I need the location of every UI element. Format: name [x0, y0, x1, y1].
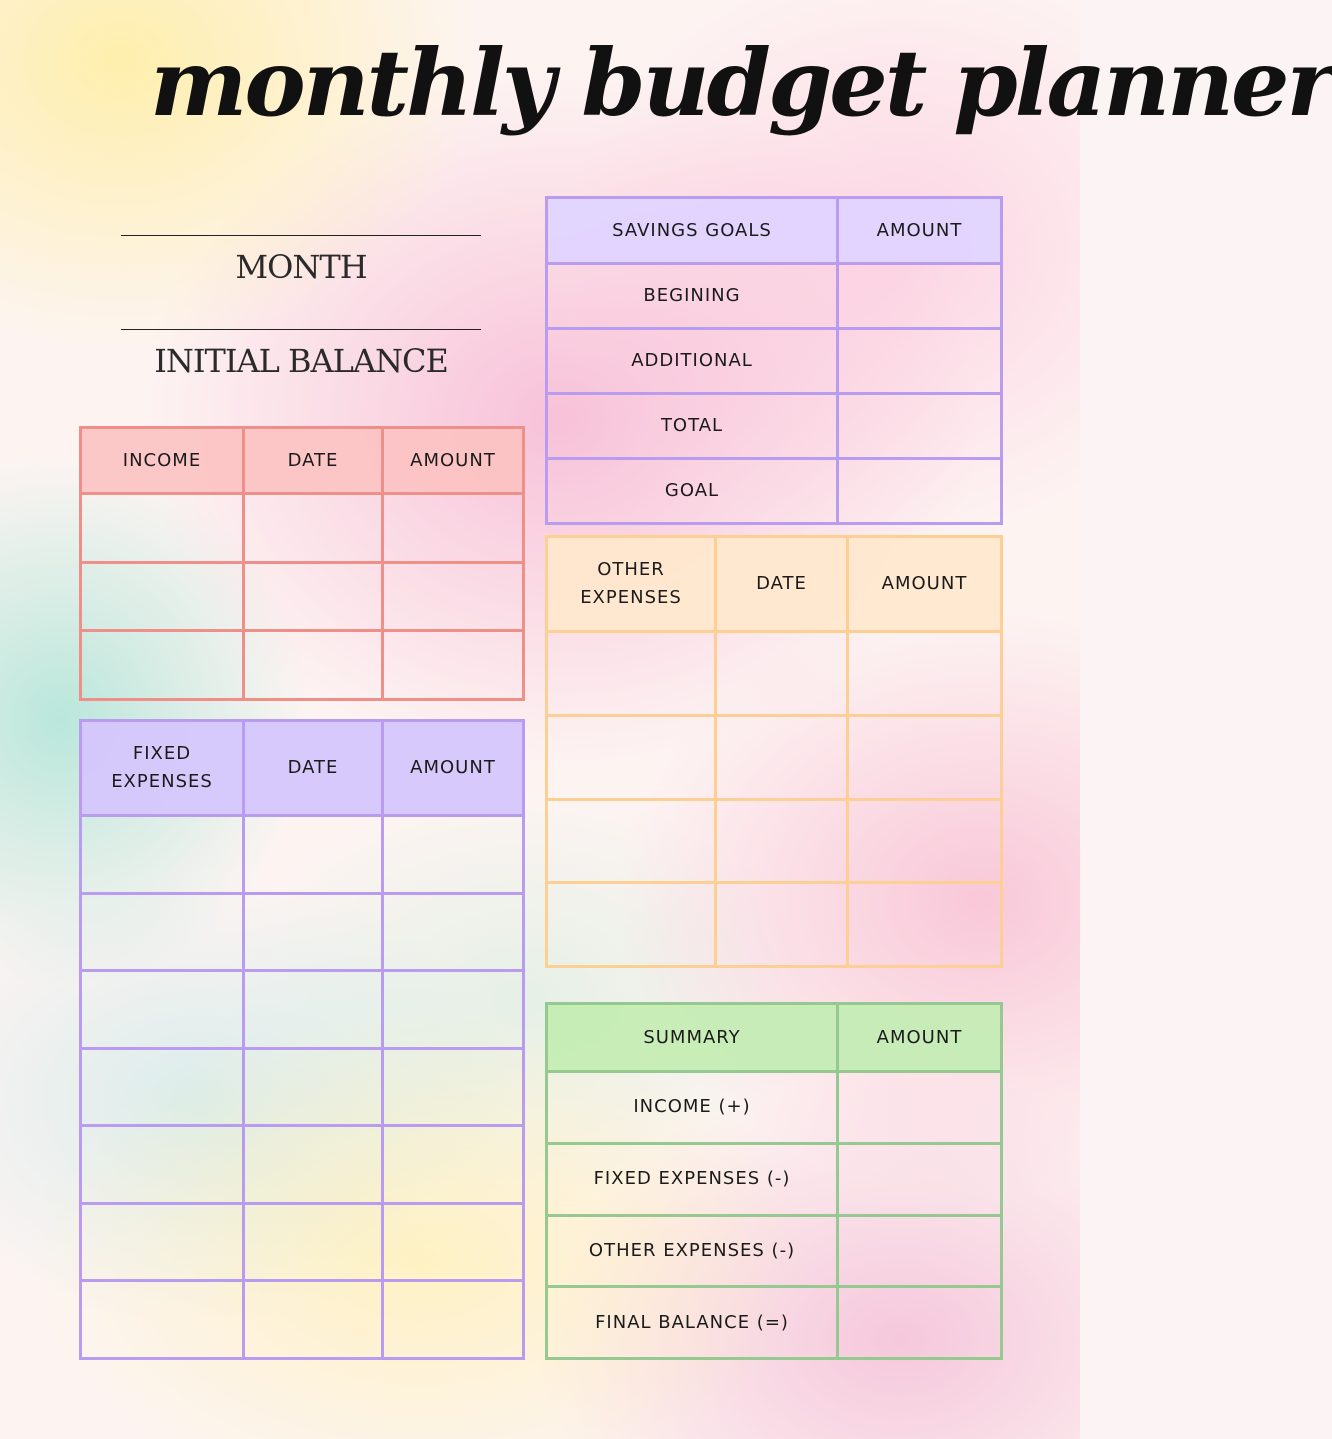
fixed-amount-cell[interactable]	[383, 893, 524, 971]
fixed-expense-cell[interactable]	[81, 971, 244, 1049]
fixed-amount-cell[interactable]	[383, 1048, 524, 1126]
other-expense-row	[547, 799, 1002, 883]
month-label: MONTH	[235, 248, 367, 286]
other-header-label: OTHER EXPENSES	[547, 537, 716, 632]
fixed-amount-cell[interactable]	[383, 816, 524, 894]
savings-row-total	[547, 394, 1002, 459]
income-amount-cell[interactable]	[383, 562, 524, 631]
income-header-row	[81, 428, 524, 494]
savings-row-label: TOTAL	[547, 394, 838, 459]
fixed-expense-cell[interactable]	[81, 816, 244, 894]
summary-amount-cell[interactable]	[838, 1072, 1002, 1144]
savings-amount-cell[interactable]	[838, 394, 1002, 459]
summary-row-other-expenses	[547, 1215, 1002, 1287]
other-amount-cell[interactable]	[848, 632, 1002, 716]
fixed-header-date: DATE	[244, 721, 383, 816]
summary-header-amount: AMOUNT	[838, 1004, 1002, 1072]
summary-header-row	[547, 1004, 1002, 1072]
fixed-expense-row	[81, 971, 524, 1049]
other-amount-cell[interactable]	[848, 883, 1002, 967]
savings-row-additional	[547, 329, 1002, 394]
fixed-date-cell[interactable]	[244, 1126, 383, 1204]
fixed-amount-cell[interactable]	[383, 1203, 524, 1281]
income-cell[interactable]	[81, 562, 244, 631]
summary-row-final-balance	[547, 1287, 1002, 1359]
fixed-expense-row	[81, 1126, 524, 1204]
fixed-date-cell[interactable]	[244, 1281, 383, 1359]
other-amount-cell[interactable]	[848, 799, 1002, 883]
income-date-cell[interactable]	[244, 494, 383, 563]
fixed-expense-cell[interactable]	[81, 1126, 244, 1204]
other-expense-cell[interactable]	[547, 715, 716, 799]
summary-row-label: OTHER EXPENSES (-)	[547, 1215, 838, 1287]
summary-amount-cell[interactable]	[838, 1287, 1002, 1359]
fixed-date-cell[interactable]	[244, 1048, 383, 1126]
fixed-header-amount: AMOUNT	[383, 721, 524, 816]
savings-row-begining	[547, 264, 1002, 329]
savings-amount-cell[interactable]	[838, 264, 1002, 329]
savings-header-row	[547, 198, 1002, 264]
fixed-amount-cell[interactable]	[383, 1281, 524, 1359]
other-expense-row	[547, 715, 1002, 799]
savings-row-goal	[547, 459, 1002, 524]
income-cell[interactable]	[81, 631, 244, 700]
summary-row-fixed-expenses	[547, 1143, 1002, 1215]
income-amount-cell[interactable]	[383, 494, 524, 563]
fixed-date-cell[interactable]	[244, 893, 383, 971]
summary-amount-cell[interactable]	[838, 1143, 1002, 1215]
fixed-expense-row	[81, 1281, 524, 1359]
savings-amount-cell[interactable]	[838, 459, 1002, 524]
fixed-expense-cell[interactable]	[81, 1281, 244, 1359]
income-row	[81, 631, 524, 700]
income-table	[79, 426, 525, 701]
fixed-header-label: FIXED EXPENSES	[81, 721, 244, 816]
page-title: monthly budget planner	[150, 29, 1332, 137]
income-date-cell[interactable]	[244, 562, 383, 631]
other-header-row	[547, 537, 1002, 632]
income-header-amount: AMOUNT	[383, 428, 524, 494]
summary-row-income	[547, 1072, 1002, 1144]
fixed-expenses-table	[79, 719, 525, 1360]
other-expense-row	[547, 883, 1002, 967]
fixed-expense-row	[81, 1203, 524, 1281]
income-row	[81, 562, 524, 631]
fixed-expense-cell[interactable]	[81, 893, 244, 971]
other-expense-row	[547, 632, 1002, 716]
initial-balance-line[interactable]	[121, 329, 481, 330]
other-expense-cell[interactable]	[547, 883, 716, 967]
summary-header-label: SUMMARY	[547, 1004, 838, 1072]
fixed-date-cell[interactable]	[244, 816, 383, 894]
savings-header-label: SAVINGS GOALS	[547, 198, 838, 264]
other-expense-cell[interactable]	[547, 799, 716, 883]
income-row	[81, 494, 524, 563]
summary-row-label: INCOME (+)	[547, 1072, 838, 1144]
fixed-amount-cell[interactable]	[383, 971, 524, 1049]
other-date-cell[interactable]	[716, 883, 848, 967]
fixed-date-cell[interactable]	[244, 971, 383, 1049]
other-amount-cell[interactable]	[848, 715, 1002, 799]
fixed-expense-row	[81, 1048, 524, 1126]
month-line[interactable]	[121, 235, 481, 236]
savings-row-label: BEGINING	[547, 264, 838, 329]
initial-balance-label: INITIAL BALANCE	[154, 342, 448, 380]
other-expenses-table	[545, 535, 1003, 968]
other-date-cell[interactable]	[716, 715, 848, 799]
savings-row-label: GOAL	[547, 459, 838, 524]
fixed-date-cell[interactable]	[244, 1203, 383, 1281]
other-header-amount: AMOUNT	[848, 537, 1002, 632]
summary-table	[545, 1002, 1003, 1360]
fixed-expense-cell[interactable]	[81, 1048, 244, 1126]
savings-amount-cell[interactable]	[838, 329, 1002, 394]
fixed-expense-cell[interactable]	[81, 1203, 244, 1281]
fixed-expense-row	[81, 893, 524, 971]
savings-row-label: ADDITIONAL	[547, 329, 838, 394]
savings-header-amount: AMOUNT	[838, 198, 1002, 264]
summary-row-label: FINAL BALANCE (=)	[547, 1287, 838, 1359]
income-date-cell[interactable]	[244, 631, 383, 700]
summary-row-label: FIXED EXPENSES (-)	[547, 1143, 838, 1215]
other-header-date: DATE	[716, 537, 848, 632]
summary-amount-cell[interactable]	[838, 1215, 1002, 1287]
fixed-amount-cell[interactable]	[383, 1126, 524, 1204]
fixed-expense-row	[81, 816, 524, 894]
income-header-label: INCOME	[81, 428, 244, 494]
other-date-cell[interactable]	[716, 632, 848, 716]
savings-goals-table	[545, 196, 1003, 525]
income-cell[interactable]	[81, 494, 244, 563]
other-expense-cell[interactable]	[547, 632, 716, 716]
income-amount-cell[interactable]	[383, 631, 524, 700]
fixed-header-row	[81, 721, 524, 816]
other-date-cell[interactable]	[716, 799, 848, 883]
income-header-date: DATE	[244, 428, 383, 494]
